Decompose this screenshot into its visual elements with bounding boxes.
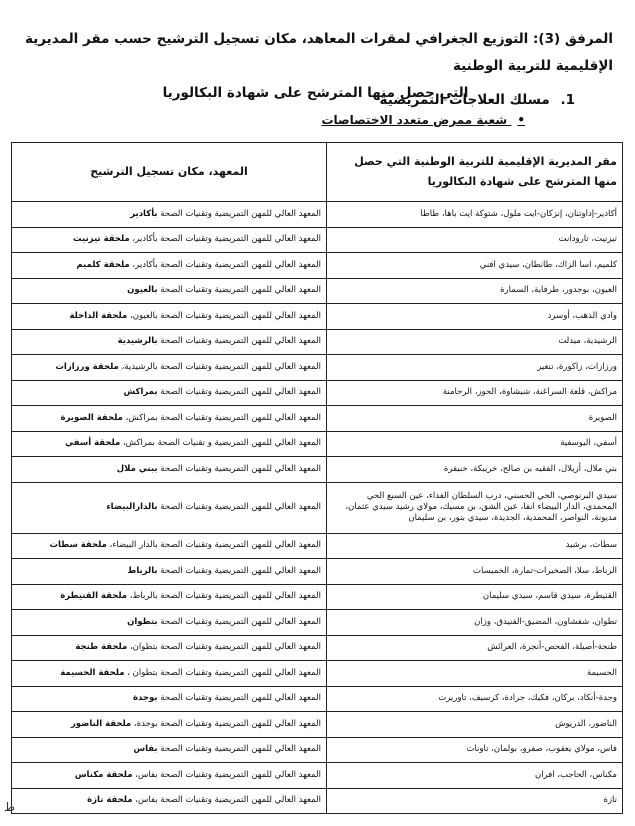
table-row — [12, 661, 623, 687]
directorate-column-header: مقر المديرية الإقليمية للتربية الوطنية التي حصل منها المترشح على شهادة البكالوريا — [327, 143, 623, 202]
institute-name: المعهد العالي للمهن التمريضية و تقنيات الصحة بمراكش، — [122, 438, 321, 449]
institute-name: المعهد العالي للمهن التمريضية وتقنيات الصحة — [160, 285, 321, 296]
table-row — [12, 380, 623, 406]
institute-name: المعهد العالي للمهن التمريضية وتقنيات الصحة — [160, 387, 321, 398]
institute-location: ملحقة ورزازات — [55, 361, 119, 372]
directorate-cell: أكادير-إداوتنان، إنزكان-ايت ملول، شتوكة ايت باها، طاطا — [327, 202, 623, 228]
institute-cell — [12, 661, 327, 687]
directorate-cell: سطات، برشيد — [327, 533, 623, 559]
institute-name: المعهد العالي للمهن التمريضية وتقنيات الصحة — [160, 616, 321, 627]
directorate-cell: وجدة-أنكاد، بركان، فكيك، جرادة، كرسيف، تاوريرت — [327, 686, 623, 712]
annex-title-line1: المرفق (3): التوزيع الجغرافي لمقرات المعاهد، مكان تسجيل الترشيح حسب مقر المديرية الإقليمية للتربية الوطنية — [25, 31, 613, 74]
institute-cell — [12, 763, 327, 789]
directorate-cell: تازة — [327, 788, 623, 814]
institute-name: المعهد العالي للمهن التمريضية وتقنيات الصحة — [160, 208, 321, 219]
branch-subtitle — [321, 113, 525, 127]
institute-location: ببني ملال — [116, 463, 158, 474]
institute-cell — [12, 329, 327, 355]
institute-cell — [12, 278, 327, 304]
institute-name: المعهد العالي للمهن التمريضية وتقنيات الصحة بالدار البيضاء، — [109, 540, 321, 551]
directorate-cell: مكناس، الحاجب، افران — [327, 763, 623, 789]
table-row — [12, 227, 623, 253]
bullet-icon: • — [517, 113, 525, 127]
table-row — [12, 788, 623, 814]
institute-cell — [12, 355, 327, 381]
institute-location: ملحقة طنجة — [75, 642, 128, 653]
institute-location: بأكادير — [130, 208, 158, 219]
table-row — [12, 431, 623, 457]
institute-cell — [12, 253, 327, 279]
directorate-cell: الحسيمة — [327, 661, 623, 687]
institute-location: ملحقة تيزنيت — [73, 234, 130, 245]
institute-name: المعهد العالي للمهن التمريضية وتقنيات الصحة — [160, 336, 321, 347]
institute-location: بتطوان — [127, 616, 158, 627]
table-row — [12, 482, 623, 533]
table-row — [12, 584, 623, 610]
branch-title: شعبة ممرض متعدد الاختصاصات — [321, 113, 508, 127]
institute-cell — [12, 559, 327, 585]
institute-cell — [12, 533, 327, 559]
table-row — [12, 304, 623, 330]
institute-location: بالدارالبيضاء — [106, 502, 158, 512]
institute-cell — [12, 431, 327, 457]
directorate-cell: العيون، بوجدور، طرفاية، السمارة — [327, 278, 623, 304]
institute-cell — [12, 380, 327, 406]
institute-cell — [12, 482, 327, 533]
directorate-cell: كلميم، اسا الزاك، طانطان، سيدي افني — [327, 253, 623, 279]
table-row — [12, 686, 623, 712]
institute-location: ملحقة الصويرة — [60, 412, 123, 423]
table-row — [12, 533, 623, 559]
institute-cell — [12, 227, 327, 253]
directorate-cell: وادي الذهب، أوسرد — [327, 304, 623, 330]
handwritten-initial-mark: ط — [4, 800, 16, 814]
table-row — [12, 253, 623, 279]
institute-location: بالرباط — [127, 565, 158, 576]
directorate-cell: مراكش، قلعة السراغنة، شيشاوة، الحوز، الرحامنة — [327, 380, 623, 406]
directorate-cell: طنجة-أصيلة، الفحص-أنجرة، العرائش — [327, 635, 623, 661]
section-number: 1. — [560, 92, 575, 108]
directorate-cell: الرباط، سلا، الصخيرات-تمارة، الخميسات — [327, 559, 623, 585]
table-row — [12, 737, 623, 763]
table-row — [12, 559, 623, 585]
table-row — [12, 278, 623, 304]
institute-name: المعهد العالي للمهن التمريضية وتقنيات الصحة — [160, 565, 321, 576]
directorate-cell: القنيطرة، سيدي قاسم، سيدي سليمان — [327, 584, 623, 610]
institute-column-header: المعهد، مكان تسجيل الترشيح — [12, 143, 327, 202]
institute-name: المعهد العالي للمهن التمريضية وتقنيات الصحة — [160, 502, 321, 512]
institute-cell — [12, 304, 327, 330]
directorate-cell: سيدي البرنوصي، الحي الحسني، درب السلطان الفداء، عين السبع الحي المحمدي، الدار البيضاء انفا، عين الشق، بن مسيك، مولاي رشيد سيدي عثمان، مديونة، النواصر، المحمدية، الجديدة، سيدي بنور، بن سليمان — [327, 482, 623, 533]
directorate-cell: تيزنيت، تارودانت — [327, 227, 623, 253]
institute-location: بالرشيدية — [117, 336, 158, 347]
institute-location: ملحقة تازة — [87, 795, 133, 806]
table-body — [12, 202, 623, 814]
institute-cell — [12, 457, 327, 483]
institute-cell — [12, 635, 327, 661]
table-row — [12, 635, 623, 661]
institute-location: ملحقة مكناس — [74, 769, 133, 780]
table-row — [12, 355, 623, 381]
institute-name: المعهد العالي للمهن التمريضية وتقنيات الصحة بمراكش، — [125, 412, 321, 423]
table-row — [12, 763, 623, 789]
directorate-cell: تطوان، شفشاون، المضيق-الفنيدق، وزان — [327, 610, 623, 636]
institute-location: ملحقة سطات — [49, 540, 107, 551]
distribution-table — [11, 142, 623, 814]
institute-name: المعهد العالي للمهن التمريضية وتقنيات الصحة بالرشيدية، — [121, 361, 321, 372]
institute-name: المعهد العالي للمهن التمريضية وتقنيات الصحة بفاس، — [135, 769, 321, 780]
institute-name: المعهد العالي للمهن التمريضية وتقنيات الصحة بتطوان ، — [127, 667, 321, 678]
section-title-text: مسلك العلاجات التمريضية — [379, 92, 550, 108]
directorate-cell: الناضور، الدريوش — [327, 712, 623, 738]
directorate-cell: بني ملال، أزيلال، الفقيه بن صالح، خريبكة، خنيفرة — [327, 457, 623, 483]
institute-name: المعهد العالي للمهن التمريضية وتقنيات الصحة — [160, 693, 321, 704]
institute-name: المعهد العالي للمهن التمريضية وتقنيات الصحة بأكادير، — [132, 234, 321, 245]
institute-location: ملحقة أسفي — [65, 438, 121, 449]
institute-cell — [12, 202, 327, 228]
institute-name: المعهد العالي للمهن التمريضية وتقنيات الصحة بفاس، — [135, 795, 321, 806]
table-header-row — [12, 143, 623, 202]
annex-title-line2: التي حصل منها المترشح على شهادة البكالوريا — [162, 85, 469, 101]
institute-name: المعهد العالي للمهن التمريضية وتقنيات الصحة بالعيون، — [129, 310, 321, 321]
institute-cell — [12, 712, 327, 738]
institute-location: ملحقة الناضور — [70, 718, 132, 729]
directorate-cell: فاس، مولاي يعقوب، صفرو، بولمان، تاونات — [327, 737, 623, 763]
directorate-cell: أسفي، اليوسفية — [327, 431, 623, 457]
institute-cell — [12, 788, 327, 814]
institute-location: بوجدة — [133, 693, 158, 704]
directorate-cell: الرشيدية، ميدلت — [327, 329, 623, 355]
institute-name: المعهد العالي للمهن التمريضية وتقنيات الصحة بأكادير، — [132, 259, 321, 270]
table-row — [12, 610, 623, 636]
institute-name: المعهد العالي للمهن التمريضية وتقنيات الصحة بوجدة، — [133, 718, 321, 729]
table-row — [12, 406, 623, 432]
table-row — [12, 457, 623, 483]
institute-name: المعهد العالي للمهن التمريضية وتقنيات الصحة بتطوان، — [129, 642, 321, 653]
institute-name: المعهد العالي للمهن التمريضية وتقنيات الصحة بالرباط، — [129, 591, 321, 602]
institute-location: بمراكش — [123, 387, 158, 398]
institute-location: بفاس — [133, 744, 158, 755]
table-row — [12, 329, 623, 355]
institute-cell — [12, 584, 327, 610]
institute-cell — [12, 686, 327, 712]
directorate-cell: ورزازات، زاكورة، تنغير — [327, 355, 623, 381]
institute-cell — [12, 737, 327, 763]
institute-location: بالعيون — [127, 285, 158, 296]
table-row — [12, 202, 623, 228]
institute-name: المعهد العالي للمهن التمريضية وتقنيات الصحة — [160, 744, 321, 755]
institute-location: ملحقة الداخلة — [69, 310, 128, 321]
section-title — [380, 92, 575, 108]
institute-location: ملحقة كلميم — [76, 259, 130, 270]
institute-cell — [12, 610, 327, 636]
institute-cell — [12, 406, 327, 432]
table-row — [12, 712, 623, 738]
institute-location: ملحقة الحسيمة — [60, 667, 125, 678]
directorate-cell: الصويرة — [327, 406, 623, 432]
institute-location: ملحقة القنيطرة — [60, 591, 128, 602]
institute-name: المعهد العالي للمهن التمريضية وتقنيات الصحة — [160, 463, 321, 474]
